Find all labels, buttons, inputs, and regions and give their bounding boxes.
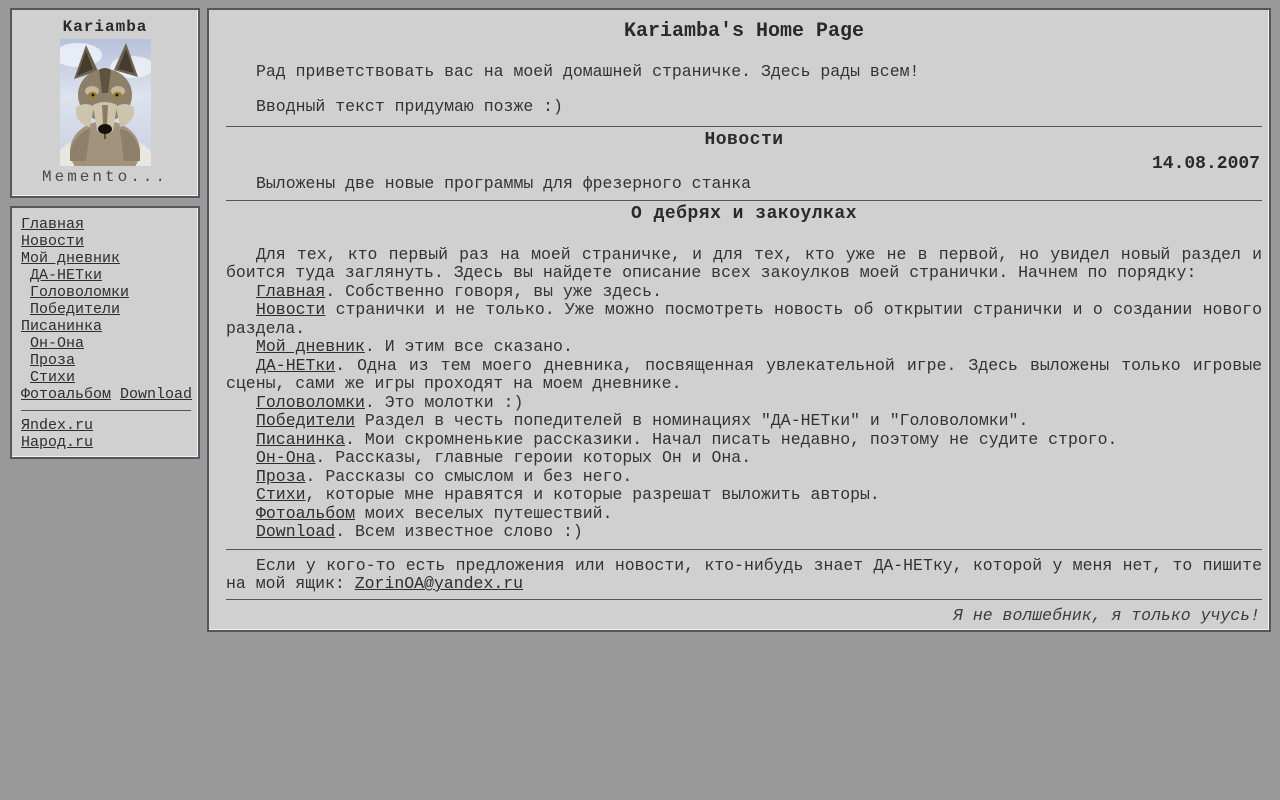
about-item <box>226 283 1262 302</box>
about-link-poems[interactable]: Стихи <box>256 485 306 504</box>
about-link-da-netki[interactable]: ДА-НЕТки <box>256 355 336 375</box>
nav-link-news[interactable]: Новости <box>21 233 85 250</box>
divider <box>226 200 1262 201</box>
about-link-puzzles[interactable]: Головоломки <box>256 392 365 412</box>
nav-row <box>21 233 193 250</box>
profile-name: Kariamba <box>62 18 148 36</box>
nav-row <box>21 369 193 386</box>
divider <box>226 126 1262 127</box>
about-link-diary[interactable]: Мой дневник <box>256 337 365 356</box>
about-link-download[interactable]: Download <box>256 522 336 541</box>
about-item <box>226 431 1262 450</box>
contact-text: Если у кого-то есть предложения или новости, кто-нибудь знает ДА-НЕТку, которой у меня нет, то пишите на мой ящик: <box>226 555 1262 593</box>
nav-link-diary[interactable]: Мой дневник <box>21 250 121 267</box>
nav-row <box>21 434 193 451</box>
nav-row <box>21 267 193 284</box>
nav-link-da-netki[interactable]: ДА-НЕТки <box>30 267 103 284</box>
about-item-text: . Это молотки :) <box>364 392 524 412</box>
about-item <box>226 301 1262 338</box>
about-item-text: . Рассказы со смыслом и без него. <box>305 466 633 486</box>
nav-row <box>21 335 193 352</box>
wolf-photo <box>12 39 198 166</box>
nav-row <box>21 352 193 369</box>
news-heading: Новости <box>704 130 784 150</box>
about-intro: Для тех, кто первый раз на моей страничке, и для тех, кто уже не в первой, но увидел новый раздел и боится туда заглянуть. Здесь вы найдете описание всех закоулков моей странички. Начнем по порядку: <box>226 244 1262 282</box>
nav-row <box>21 301 193 318</box>
divider <box>226 549 1262 550</box>
nav-row <box>21 417 193 434</box>
about-link-prose[interactable]: Проза <box>256 466 306 486</box>
about-item-text: . Собственно говоря, вы уже здесь. <box>325 281 662 301</box>
about-item <box>226 523 1262 542</box>
nav-link-narod[interactable]: Народ.ru <box>21 434 94 451</box>
divider <box>226 599 1262 600</box>
news-date: 14.08.2007 <box>1151 154 1260 174</box>
nav-row <box>21 284 193 301</box>
nav-link-yandex[interactable]: Яndex.ru <box>21 417 94 434</box>
nav-divider <box>21 410 191 411</box>
about-item-text: . Рассказы, главные героии которых Он и Она. <box>315 448 752 467</box>
about-item <box>226 357 1262 394</box>
about-link-home[interactable]: Главная <box>256 281 326 301</box>
nav-link-winners[interactable]: Победители <box>30 301 121 318</box>
contact-paragraph <box>226 557 1262 594</box>
about-item <box>226 338 1262 357</box>
profile-panel <box>10 8 200 198</box>
about-item-text: . Всем известное слово :) <box>335 522 583 541</box>
about-item <box>226 505 1262 524</box>
about-item-text: , которые мне нравятся и которые разрешат выложить авторы. <box>305 485 880 504</box>
intro-placeholder: Вводный текст придумаю позже :) <box>256 96 563 116</box>
sidebar-nav-panel <box>10 206 200 459</box>
nav-link-poems[interactable]: Стихи <box>30 369 76 386</box>
about-item-text: . Одна из тем моего дневника, посвященная увлекательной игре. Здесь выложены только игровые сцены, сами же игры проходят на моем дневнике. <box>226 355 1262 393</box>
about-item-text: странички и не только. Уже можно посмотреть новость об открытии странички и о создании нового раздела. <box>226 300 1262 338</box>
nav-link-home[interactable]: Главная <box>21 216 85 233</box>
nav-link-prose[interactable]: Проза <box>30 352 76 369</box>
about-link-he-she[interactable]: Он-Она <box>256 448 316 467</box>
about-item-text: . Мои скромненькие рассказики. Начал писать недавно, поэтому не судите строго. <box>345 429 1118 449</box>
about-item <box>226 486 1262 505</box>
about-link-photoalbum[interactable]: Фотоальбом <box>256 503 356 523</box>
nav-row <box>21 250 193 267</box>
about-item <box>226 412 1262 431</box>
about-item-text: . И этим все сказано. <box>364 337 573 356</box>
page-title: Kariamba's Home Page <box>623 20 865 43</box>
motto-text: Я не волшебник, я только учусь! <box>953 605 1260 625</box>
about-item-text: моих веселых путешествий. <box>355 503 613 523</box>
nav-link-download[interactable]: Download <box>120 386 193 403</box>
about-link-writings[interactable]: Писанинка <box>256 429 346 449</box>
profile-caption: Memento... <box>41 168 168 186</box>
about-item <box>226 394 1262 413</box>
about-item-text: Раздел в честь попедителей в номинациях "ДА-НЕТки" и "Головоломки". <box>355 411 1029 430</box>
about-item <box>226 449 1262 468</box>
nav-link-he-she[interactable]: Он-Она <box>30 335 85 352</box>
nav-row <box>21 216 193 233</box>
nav-link-photoalbum[interactable]: Фотоальбом <box>21 386 112 403</box>
nav-link-puzzles[interactable]: Головоломки <box>30 284 130 301</box>
nav-link-writings[interactable]: Писанинка <box>21 318 103 335</box>
email-link[interactable]: ZorinOA@yandex.ru <box>354 574 524 593</box>
nav-row <box>21 386 193 403</box>
news-text: Выложены две новые программы для фрезерного станка <box>256 174 752 193</box>
main-panel <box>207 8 1271 632</box>
about-link-winners[interactable]: Победители <box>256 411 356 430</box>
about-heading: О дебрях и закоулках <box>630 203 858 224</box>
about-link-news[interactable]: Новости <box>256 300 326 319</box>
nav-row <box>21 318 193 335</box>
about-item <box>226 468 1262 487</box>
intro-greeting: Рад приветствовать вас на моей домашней страничке. Здесь рады всем! <box>256 62 920 81</box>
